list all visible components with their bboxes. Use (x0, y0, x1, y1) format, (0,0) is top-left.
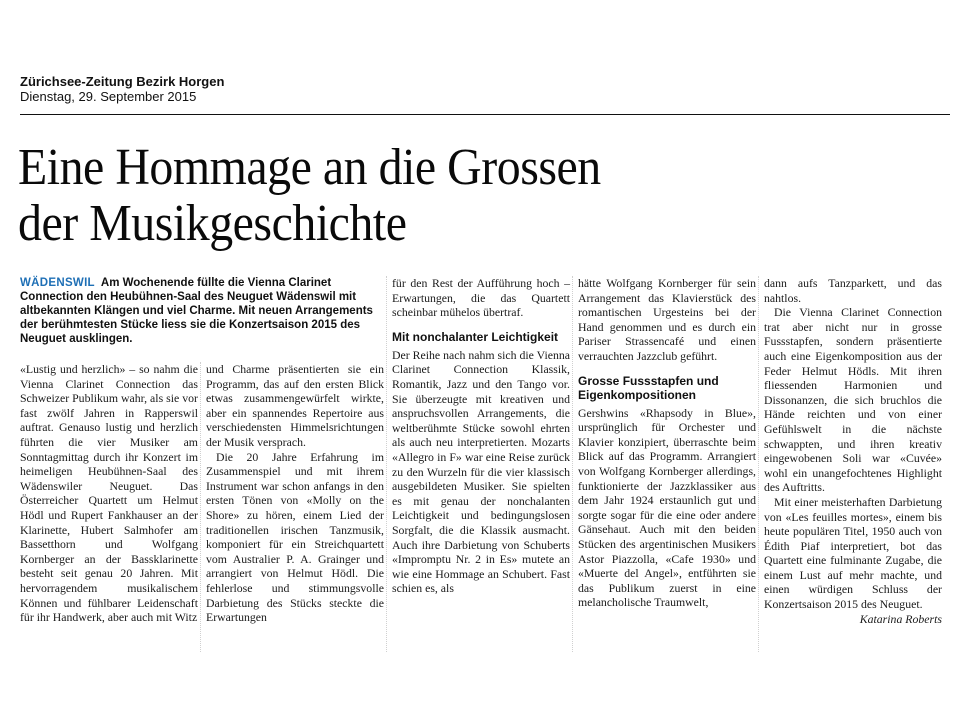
body-paragraph: hätte Wolfgang Kornberger für sein Arrangement das Klavierstück des romantischen Urgesteins bei der Hand genommen und es durch ein Pariser Strassencafé und einen verrauchten Jazzclub geführt. (578, 276, 756, 363)
lead-paragraph (20, 276, 392, 346)
body-paragraph: Die 20 Jahre Erfahrung im Zusammenspiel und mit ihrem Instrument war schon anfangs in den ersten Tönen von «Molly on the Shore» zu hören, einem Lied der traditionellen irischen Tanzmusik, komponiert für ein Streichquartett vom Australier P. A. Grainger und arrangiert von Helmut Hödl. Die fehlerlose und stimmungsvolle Darbietung des Stücks steckte die Erwartungen (206, 449, 384, 625)
headline-line-1: Eine Hommage an die Grossen (18, 139, 601, 196)
body-paragraph: «Lustig und herzlich» – so nahm die Vienna Clarinet Connection das Schweizer Publikum wahr, als sie vor fast zwölf Jahren in Rapperswil auftrat. Genauso lustig und herzlich führten die vier Musiker am Sonntagmittag durch ihr Konzert im heimeligen Heubühnen-Saal des Wädenswiler Neuguet. Das Österreicher Quartett um Helmut Hödl und Rupert Fankhauser an der Klarinette, Hubert Salmhofer am Bassetthorn und Wolfgang Kornberger an der Bassklarinette besteht seit genau 20 Jahren. Mit hervorragendem musikalischem Können und fühlbarer Leidenschaft für ihr Handwerk, aber auch mit Witz (20, 362, 198, 625)
dateline: WÄDENSWIL (20, 277, 95, 289)
body-paragraph: Mit einer meisterhaften Darbietung von «Les feuilles mortes», einem bis heute populären Titel, 1950 auch von Édith Piaf interpretiert, bot das Quartett eine fulminante Zugabe, die einem Lust auf mehr machte, und einen würdigen Schluss der Konzertsaison 2015 des Neuguet. (764, 494, 942, 612)
column-divider (758, 276, 759, 652)
newspaper-name: Zürichsee-Zeitung Bezirk Horgen (20, 74, 225, 89)
subheading: Grosse Fussstapfen und Eigenkompositionen (578, 373, 719, 402)
body-paragraph: Die Vienna Clarinet Connection trat aber nicht nur in grosse Fussstapfen, sondern präsentierte auch eine Eigenkomposition aus der Feder Helmut Hödls. Mit ihren fliessenden Harmonien und Dissonanzen, die sich bruchlos die Hände reichten und von einer Gefühlswelt in die nächste schwappten, und ihren kreativ eingewobenen Soli war «Cuvée» wohl ein unangefochtenes Highlight des Auftritts. (764, 305, 942, 495)
masthead (20, 74, 224, 104)
article-column-5 (764, 276, 942, 626)
article-column-1 (20, 362, 198, 625)
body-paragraph: für den Rest der Aufführung hoch – Erwartungen, die das Quartett scheinbar mühelos übertraf. (392, 276, 570, 320)
publication-date: Dienstag, 29. September 2015 (20, 89, 197, 104)
body-paragraph: Gershwins «Rhapsody in Blue», ursprünglich für Orchester und Klavier konzipiert, überraschte beim Blick auf das Programm. Arrangiert von Wolfgang Kornberger allerdings, funktionierte der Jazzklassiker aus dem Jahr 1924 erstaunlich gut und sorgte sogar für die eine oder andere Gänsehaut. Auch mit den beiden Stücken des argentinischen Musikers Astor Piazzolla, «Cafe 1930» und «Muerte del Angel», entführten sie das Publikum zuerst in eine melancholische Traumwelt, (578, 405, 756, 610)
article-column-2 (206, 362, 384, 625)
lead-text: Am Wochenende füllte die Vienna Clarinet Connection den Heubühnen-Saal des Neuguet Wädenswil mit altbekannten Klängen und viel Charme. Mit neuen Arrangements der berühmtesten Stücke liess sie die Konzertsaison 2015 des Neuguet ausklingen. (20, 277, 373, 345)
column-divider (200, 362, 201, 652)
column-divider (386, 276, 387, 652)
body-paragraph: Der Reihe nach nahm sich die Vienna Clarinet Connection Klassik, Romantik, Jazz und den Tango vor. Sie überzeugte mit kreativen und anspruchsvollen Arrangements, die weltberühmte Stücke sowohl ehrten als auch neu interpretierten. Mozarts «Allegro in F» war eine Reise zurück zu den Wurzeln für die vier klassisch ausgebildeten Musiker. Sie spielten es mit genau der nonchalanten Leichtigkeit und bedingungslosen Sorgfalt, die die Klassik ausmacht. Auch ihre Darbietung von Schuberts «Impromptu Nr. 2 in Es» mutete an wie eine Hommage an Schubert. Fast schien es, als (392, 347, 570, 596)
article-column-4 (578, 276, 756, 610)
article-column-3 (392, 276, 570, 596)
header-divider (20, 114, 950, 115)
headline-line-2: der Musikgeschichte (18, 195, 407, 252)
author-byline: Katarina Roberts (859, 611, 942, 626)
body-paragraph: dann aufs Tanzparkett, und das nahtlos. (764, 276, 942, 305)
column-divider (572, 276, 573, 652)
body-paragraph: und Charme präsentierten sie ein Programm, das auf den ersten Blick etwas zusammengewürfelt wirkte, aber ein spannendes Repertoire aus verschiedensten Himmelsrichtungen der Musik versprach. (206, 362, 384, 449)
headline (18, 140, 846, 252)
subheading: Mit nonchalanter Leichtigkeit (392, 329, 559, 344)
